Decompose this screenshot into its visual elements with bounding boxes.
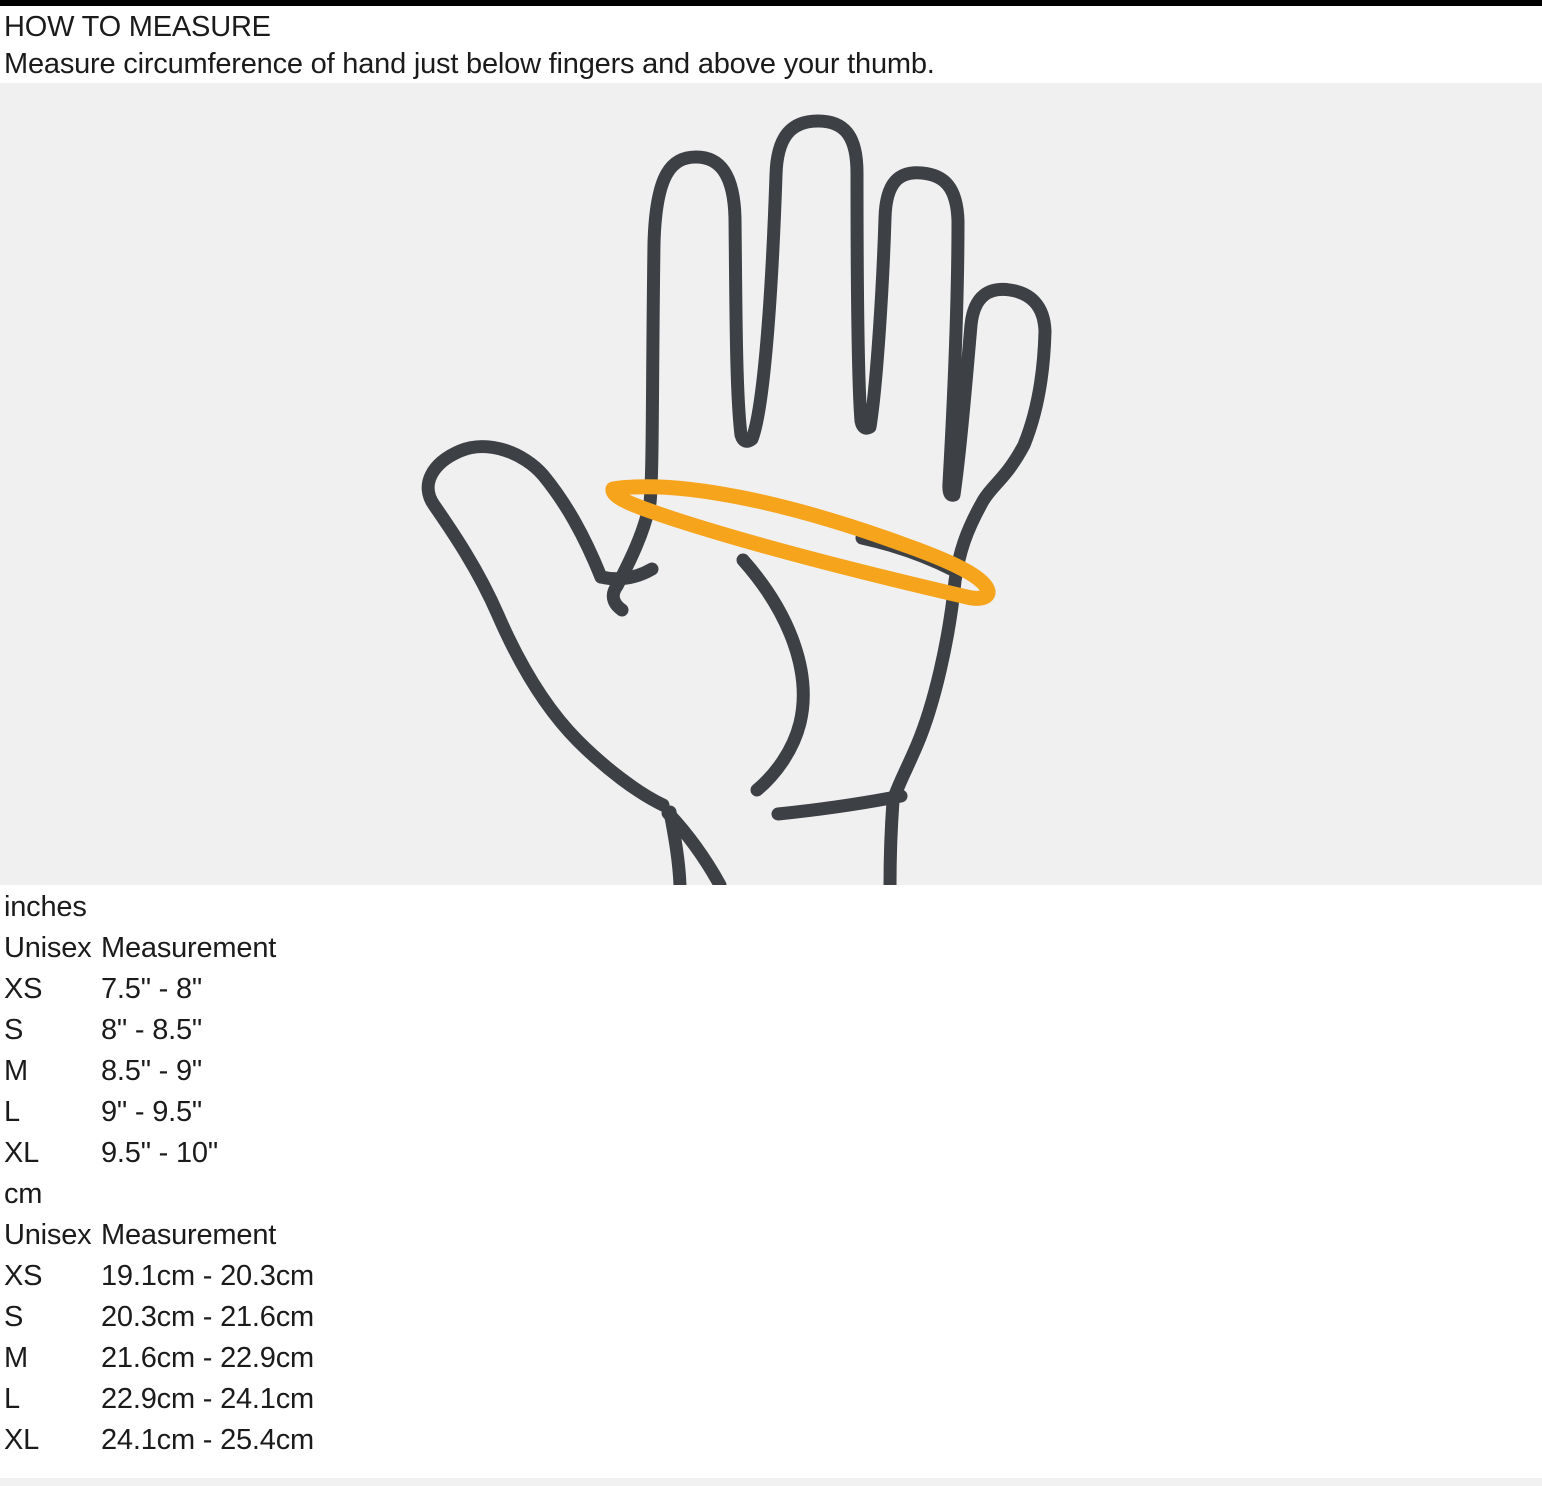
size-value: 7.5" - 8" [101,973,203,1005]
measure-instructions: Measure circumference of hand just below fingers and above your thumb. [4,48,935,80]
palm-crease [743,560,803,790]
table-caption-cm: cm [4,1178,43,1210]
next-section-edge [0,1478,1542,1486]
size-label: XL [4,1137,40,1169]
table-row [4,1420,1542,1461]
size-label: M [4,1055,28,1087]
table-row [4,1379,1542,1420]
size-value: 8" - 8.5" [101,1014,203,1046]
table-caption-inches: inches [4,891,87,923]
size-label: M [4,1342,28,1374]
size-value: 22.9cm - 24.1cm [101,1383,314,1415]
size-label: L [4,1096,20,1128]
size-label: XS [4,1260,43,1292]
table-row [4,1133,1542,1174]
table-row [4,1092,1542,1133]
table-row [4,1338,1542,1379]
page-title: HOW TO MEASURE [4,11,271,43]
table-row [4,1051,1542,1092]
size-value: 19.1cm - 20.3cm [101,1260,314,1292]
size-value: 20.3cm - 21.6cm [101,1301,314,1333]
size-label: S [4,1301,24,1333]
column-header-unisex: Unisex [4,1219,92,1251]
size-tables [0,887,1542,1461]
right-heel-crease [778,796,901,814]
table-row [4,1010,1542,1051]
column-header-measurement: Measurement [101,1219,277,1251]
hand-measure-illustration [0,83,1542,885]
size-value: 8.5" - 9" [101,1055,203,1087]
table-row [4,1256,1542,1297]
column-header-measurement: Measurement [101,932,277,964]
size-guide-header [0,6,1542,83]
table-row [4,969,1542,1010]
size-label: L [4,1383,20,1415]
size-value: 21.6cm - 22.9cm [101,1342,314,1374]
size-value: 24.1cm - 25.4cm [101,1424,314,1456]
size-label: XL [4,1424,40,1456]
table-row [4,1297,1542,1338]
column-header-unisex: Unisex [4,932,92,964]
hand-illustration-svg [0,83,1542,885]
size-value: 9" - 9.5" [101,1096,203,1128]
table-header-row [4,928,1542,969]
size-label: S [4,1014,24,1046]
table-header-row [4,1215,1542,1256]
size-value: 9.5" - 10" [101,1137,218,1169]
measurement-band [613,487,988,599]
size-label: XS [4,973,43,1005]
hand-outline [613,121,1045,885]
